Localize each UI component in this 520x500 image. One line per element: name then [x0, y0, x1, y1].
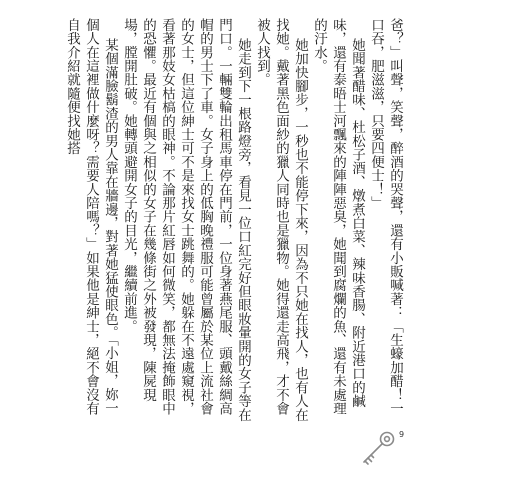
paragraph-5: 某個滿臉鬍渣的男人靠在牆邊，對著她猛使眼色。「小姐，妳一個人在這裡做什麼呀？需要人陪嗎？」如果他是紳士，絕不會沒有自我介紹就隨便找她搭 — [64, 18, 118, 416]
paragraph-3: 她加快腳步，一秒也不能停下來，因為不只她在找人，也有人在找她。戴著黑色面紗的獵人同時也是獵物。她得還走高飛，才不會被人找到。 — [254, 18, 308, 422]
paragraph-2: 她聞著醋味、杜松子酒、燉煮白菜、辣味香腸、附近港口的鹹味，還有泰晤士河飄來的陣陣惡臭，她聞到腐爛的魚、還有未處理的汙水。 — [311, 18, 365, 416]
paragraph-4: 她走到下一根路燈旁，看見一位口紅完好但眼妝暈開的女子等在門口。一輛雙輪出租馬車停在門前，一位身著燕尾服、頭戴絲綢高帽的男士下了車。女子身上的低胸晚禮服可能曾屬於某位上流社會的女士，但這位紳士可不是來找女士跳舞的。她躲在不遠處窺視，看著那妓女枯槁的眼神。不論那片紅唇如何微笑，都無法掩飾眼中的恐懼。最近有個與之相似的女子在幾條街之外被發現，陳屍現場，膛開肚破。她轉頭避開女子的目光，繼續前進。 — [121, 18, 251, 422]
key-icon — [358, 428, 398, 468]
paragraph-1: 爸？」叫聲，笑聲，醉酒的哭聲，還有小販喊著：「生蠔加醋！一口吞，肥滋滋，只要四便士！」 — [368, 18, 403, 416]
vertical-text-block — [62, 18, 404, 424]
page-number: 9 — [399, 430, 405, 439]
